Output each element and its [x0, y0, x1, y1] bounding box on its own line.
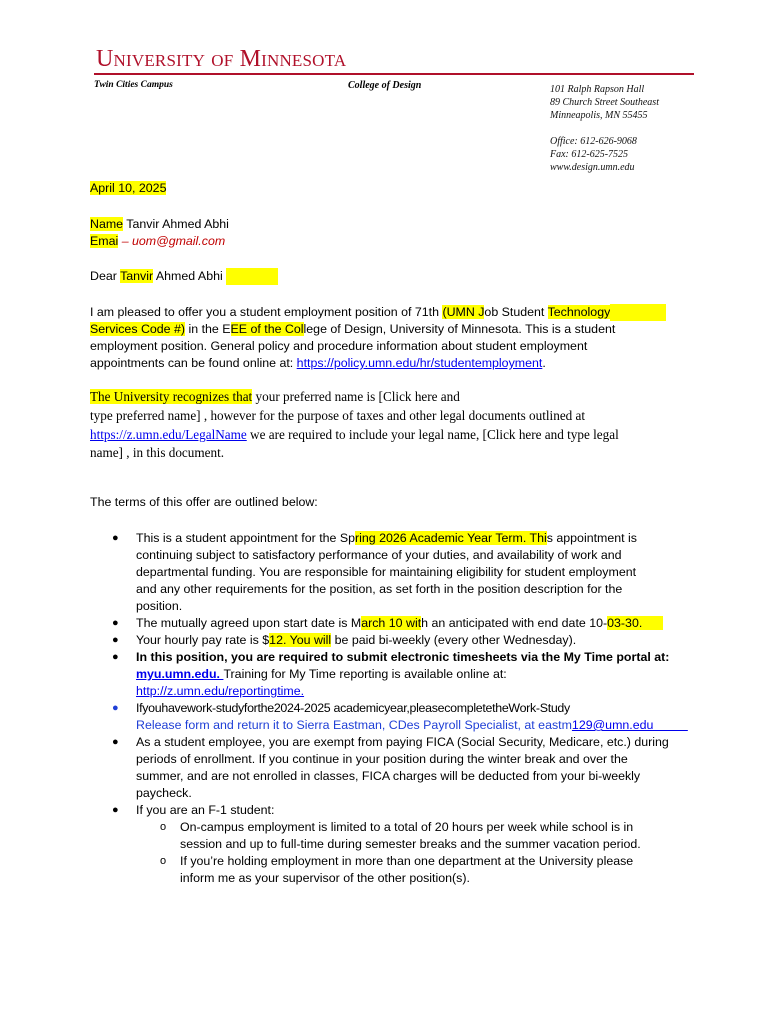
- greeting: Dear Tanvir Ahmed Abhi: [90, 268, 278, 285]
- address-line: Minneapolis, MN 55455: [550, 110, 648, 121]
- list-item: ● If you are an F-1 student: o On-campus employment is limited to a total of 20 hours per week while school is in session and up to full-time during semester breaks and the summer vacation period. o If you’re holding employment in more than one department at the University please inform me as your supervisor of the other position(s).: [110, 802, 690, 887]
- bullet-icon: ●: [112, 702, 119, 714]
- bullet-icon: ●: [112, 634, 119, 646]
- bullet-icon: ●: [112, 617, 119, 629]
- terms-list: [110, 530, 690, 887]
- letter-date: April 10, 2025: [90, 181, 167, 195]
- paragraph-1-line-2: Services Code #) in the EEE of the College of Design, University of Minnesota. This is a student: [90, 322, 616, 336]
- website: www.design.umn.edu: [550, 162, 635, 173]
- sub-bullet-icon: o: [160, 821, 167, 833]
- name-line: [90, 216, 229, 233]
- address-line: 101 Ralph Rapson Hall: [550, 84, 645, 95]
- reporting-time-link[interactable]: http://z.umn.edu/reportingtime.: [136, 684, 305, 698]
- sub-list-item: o On-campus employment is limited to a total of 20 hours per week while school is in session and up to full-time during semester breaks and the summer vacation period.: [160, 820, 641, 851]
- terms-intro: The terms of this offer are outlined below:: [90, 495, 318, 509]
- list-item: ● Ifyouhavework-studyforthe2024-2025 academicyear,pleasecompletetheWork-Study Release form and return it to Sierra Eastman, CDes Payroll Specialist, at eastm129@umn.edu: [112, 701, 688, 732]
- office-phone: Office: 612-626-9068: [550, 136, 637, 147]
- email-label: Emai: [90, 234, 119, 248]
- university-logo-text: [96, 45, 346, 73]
- bullet-icon: ●: [112, 532, 119, 544]
- paragraph-2-line-2: type preferred name] , however for the purpose of taxes and other legal documents outlined at: [90, 408, 586, 423]
- name-value: Tanvir Ahmed Abhi: [126, 217, 229, 231]
- sub-bullet-icon: o: [160, 855, 167, 867]
- paragraph-1-line-3: employment position. General policy and procedure information about student employment: [90, 339, 588, 353]
- email-value: – uom@gmail.com: [121, 234, 226, 248]
- name-label: Name: [90, 217, 124, 231]
- myu-portal-link[interactable]: myu.umn.edu.: [136, 667, 224, 681]
- email-line: [90, 233, 225, 250]
- payroll-email-link[interactable]: 129@umn.edu: [571, 718, 688, 732]
- bullet-icon: ●: [112, 804, 119, 816]
- paragraph-2-line-3: https://z.umn.edu/LegalName we are required to include your legal name, [Click here and type legal: [90, 427, 619, 442]
- bullet-icon: ●: [112, 651, 119, 663]
- list-item: ● Your hourly pay rate is $12. You will be paid bi-weekly (every other Wednesday).: [112, 633, 577, 647]
- paragraph-2-line-4: name] , in this document.: [90, 445, 225, 460]
- address-block: [550, 83, 659, 174]
- college-label: College of Design: [348, 80, 422, 91]
- list-item: ● This is a student appointment for the Spring 2026 Academic Year Term. This appointment is continuing subject to satisfactory performance of your duties, and availability of work and departmental funding. You are responsible for maintaining eligibility for student employment and any other requirements for the position, as set forth in the position description for the position.: [112, 531, 637, 613]
- bullet-icon: ●: [112, 736, 119, 748]
- student-employment-policy-link[interactable]: https://policy.umn.edu/hr/studentemployment: [296, 356, 543, 370]
- fax-number: Fax: 612-625-7525: [550, 149, 629, 160]
- legal-name-link[interactable]: https://z.umn.edu/LegalName: [90, 427, 247, 442]
- list-item: ● The mutually agreed upon start date is March 10 with an anticipated with end date 10-03-30.: [112, 616, 663, 630]
- sub-list-item: o If you’re holding employment in more than one department at the University please inform me as your supervisor of the other position(s).: [160, 854, 634, 885]
- paragraph-2-line-1: The University recognizes that your preferred name is [Click here and: [90, 389, 460, 404]
- paragraph-1-line-1: I am pleased to offer you a student employment position of 71th (UMN Job Student Technology: [90, 304, 666, 321]
- list-item: ● As a student employee, you are exempt from paying FICA (Social Security, Medicare, etc.) during periods of enrollment. If you continue in your position during the winter break and over the summer, and are not enrolled in classes, FICA charges will be deducted from your bi-weekly paycheck.: [112, 735, 669, 800]
- university-name: University of Minnesota: [96, 46, 347, 72]
- greeting-first-name: Tanvir: [120, 269, 154, 283]
- list-item: ● In this position, you are required to submit electronic timesheets via the My Time portal at: myu.umn.edu. Training for My Time reporting is available online at: http://z.umn.edu/reportingtime.: [112, 650, 670, 698]
- address-line: 89 Church Street Southeast: [550, 97, 659, 108]
- campus-label: Twin Cities Campus: [94, 80, 173, 90]
- letterhead-rule: [94, 73, 694, 75]
- paragraph-1-line-4: appointments can be found online at: https://policy.umn.edu/hr/studentemployment.: [90, 356, 546, 370]
